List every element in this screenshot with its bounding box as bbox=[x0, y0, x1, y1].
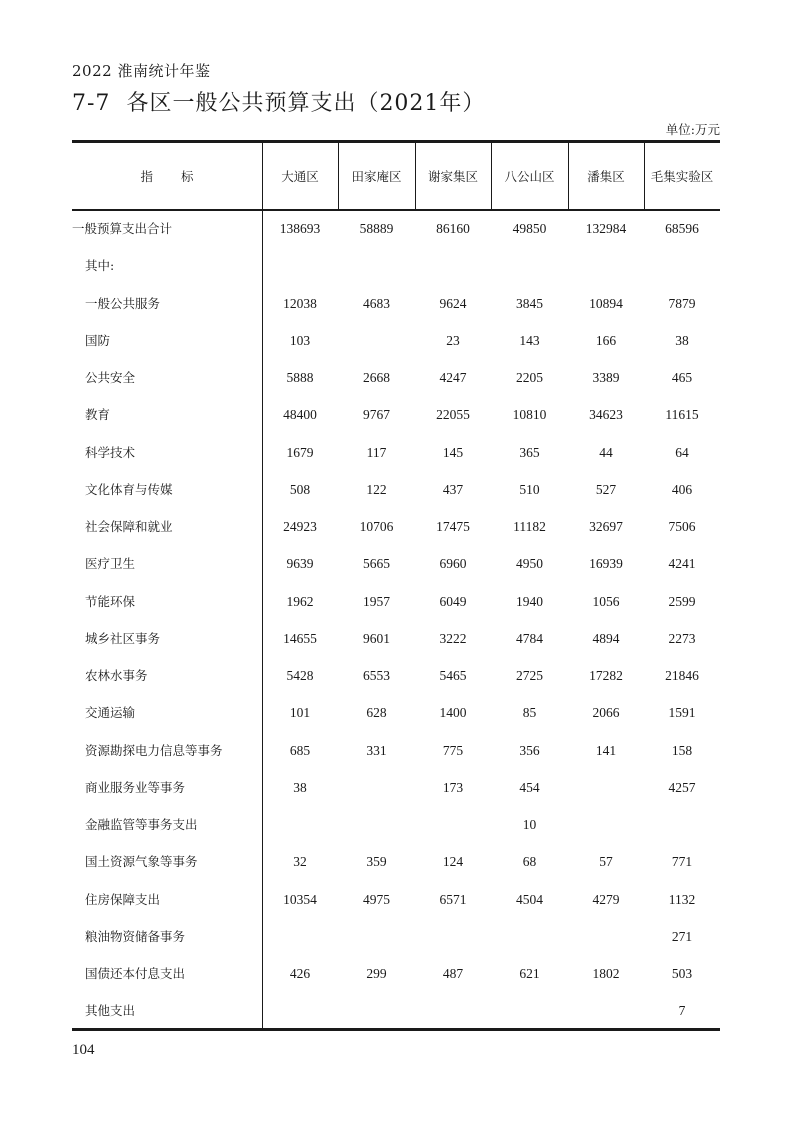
row-value: 437 bbox=[442, 481, 464, 497]
row-value: 10894 bbox=[589, 295, 623, 311]
row-value: 64 bbox=[675, 444, 689, 460]
page-number: 104 bbox=[72, 1042, 95, 1058]
table-row bbox=[72, 292, 720, 316]
row-value: 356 bbox=[519, 742, 540, 758]
row-value: 5465 bbox=[439, 668, 467, 684]
table-row bbox=[72, 478, 720, 502]
row-value: 17475 bbox=[436, 519, 470, 535]
row-value: 158 bbox=[671, 742, 693, 758]
table-row bbox=[72, 552, 720, 576]
row-value: 17282 bbox=[589, 668, 623, 684]
row-value: 38 bbox=[675, 332, 689, 348]
row-label: 交通运输 bbox=[85, 705, 136, 721]
table-row bbox=[72, 925, 720, 949]
header-column: 八公山区 bbox=[504, 169, 555, 184]
row-value: 1056 bbox=[592, 593, 620, 609]
row-label: 农林水事务 bbox=[85, 668, 148, 684]
row-label: 医疗卫生 bbox=[85, 556, 136, 572]
table-row bbox=[72, 254, 720, 278]
row-value: 503 bbox=[671, 966, 693, 982]
row-value: 10 bbox=[522, 817, 537, 833]
row-value: 4257 bbox=[668, 779, 696, 795]
row-value: 487 bbox=[442, 966, 464, 982]
row-value: 3389 bbox=[592, 370, 620, 386]
row-value: 4279 bbox=[592, 891, 620, 907]
row-label: 国债还本付息支出 bbox=[85, 966, 186, 982]
row-label: 文化体育与传媒 bbox=[85, 481, 173, 497]
table-row bbox=[72, 403, 720, 427]
row-value: 68596 bbox=[665, 221, 699, 236]
row-value: 7506 bbox=[668, 519, 696, 535]
table-row bbox=[72, 962, 720, 986]
table-row bbox=[72, 701, 720, 725]
row-value: 4975 bbox=[363, 891, 390, 907]
row-label: 其他支出 bbox=[85, 1003, 136, 1019]
row-value: 14655 bbox=[283, 630, 317, 646]
row-value: 32 bbox=[293, 854, 307, 870]
row-value: 23 bbox=[446, 332, 460, 348]
row-value: 628 bbox=[366, 705, 387, 721]
row-value: 117 bbox=[366, 444, 387, 460]
row-label: 公共安全 bbox=[85, 370, 136, 386]
row-value: 2066 bbox=[592, 705, 620, 721]
row-value: 3845 bbox=[516, 295, 543, 311]
row-value: 101 bbox=[289, 705, 311, 721]
row-value: 44 bbox=[599, 444, 613, 460]
row-label: 金融监管等事务支出 bbox=[85, 817, 198, 833]
row-value: 465 bbox=[671, 370, 693, 386]
row-value: 141 bbox=[595, 742, 617, 758]
row-value: 4504 bbox=[516, 891, 543, 907]
row-value: 775 bbox=[442, 742, 464, 758]
table-row bbox=[72, 329, 720, 353]
row-value: 7879 bbox=[668, 295, 696, 311]
row-value: 166 bbox=[595, 332, 617, 348]
row-label: 粮油物资储备事务 bbox=[85, 928, 186, 944]
row-value: 5428 bbox=[286, 668, 314, 684]
row-value: 143 bbox=[519, 332, 540, 348]
row-value: 4683 bbox=[363, 295, 390, 311]
table-row bbox=[72, 441, 720, 465]
header-indicator: 指 标 bbox=[140, 169, 206, 184]
row-value: 1132 bbox=[668, 891, 696, 907]
row-value: 103 bbox=[289, 332, 311, 348]
header-column-divider bbox=[338, 143, 339, 210]
row-value: 9639 bbox=[286, 556, 314, 572]
row-value: 1400 bbox=[439, 705, 467, 721]
row-label: 科学技术 bbox=[85, 444, 136, 460]
row-value: 145 bbox=[442, 444, 464, 460]
row-label: 教育 bbox=[85, 407, 111, 423]
table-row bbox=[72, 813, 720, 837]
row-value: 48400 bbox=[283, 407, 317, 423]
header-column-divider bbox=[415, 143, 416, 210]
row-value: 771 bbox=[671, 854, 693, 870]
table-row bbox=[72, 515, 720, 539]
table-title-line bbox=[72, 86, 485, 117]
row-value: 6049 bbox=[439, 593, 467, 609]
row-value: 9601 bbox=[363, 630, 390, 646]
row-label: 住房保障支出 bbox=[85, 891, 161, 907]
row-label: 其中: bbox=[85, 258, 115, 274]
yearbook-title: 2022 淮南统计年鉴 bbox=[72, 62, 211, 80]
header-column-divider bbox=[644, 143, 645, 210]
row-value: 10706 bbox=[359, 519, 394, 535]
row-value: 2205 bbox=[516, 370, 543, 386]
row-value: 124 bbox=[442, 854, 464, 870]
row-value: 86160 bbox=[436, 221, 470, 236]
header-column: 潘集区 bbox=[587, 169, 625, 184]
row-label: 资源勘探电力信息等事务 bbox=[85, 742, 223, 758]
row-value: 10810 bbox=[512, 407, 547, 423]
header-column: 田家庵区 bbox=[351, 169, 402, 184]
unit-label: 单位:万元 bbox=[665, 122, 720, 137]
row-label: 国土资源气象等事务 bbox=[85, 854, 198, 870]
row-value: 5888 bbox=[286, 370, 314, 386]
table-row bbox=[72, 627, 720, 651]
row-value: 38 bbox=[293, 779, 307, 795]
row-value: 49850 bbox=[512, 221, 547, 236]
table-row bbox=[72, 850, 720, 874]
row-value: 68 bbox=[522, 854, 537, 870]
row-value: 6553 bbox=[363, 668, 390, 684]
row-value: 4241 bbox=[668, 556, 696, 572]
row-value: 7 bbox=[678, 1003, 686, 1019]
row-value: 454 bbox=[519, 779, 540, 795]
header-column: 毛集实验区 bbox=[650, 169, 714, 184]
table-row bbox=[72, 776, 720, 800]
row-value: 331 bbox=[366, 742, 387, 758]
row-value: 16939 bbox=[589, 556, 623, 572]
row-value: 32697 bbox=[589, 519, 623, 535]
row-value: 2725 bbox=[516, 668, 543, 684]
row-label: 社会保障和就业 bbox=[85, 519, 173, 535]
row-value: 173 bbox=[442, 779, 464, 795]
row-value: 122 bbox=[366, 481, 387, 497]
row-value: 527 bbox=[595, 481, 617, 497]
row-value: 1957 bbox=[363, 593, 390, 609]
header-column: 大通区 bbox=[281, 169, 319, 184]
table-number: 7-7 bbox=[72, 91, 111, 116]
table-row bbox=[72, 590, 720, 614]
row-value: 1802 bbox=[592, 966, 620, 982]
row-value: 510 bbox=[519, 481, 540, 497]
row-value: 3222 bbox=[439, 630, 467, 646]
row-value: 299 bbox=[366, 966, 387, 982]
row-value: 4247 bbox=[439, 370, 467, 386]
row-value: 426 bbox=[289, 966, 311, 982]
header-column-divider bbox=[491, 143, 492, 210]
table-row bbox=[72, 217, 720, 241]
row-value: 1962 bbox=[286, 593, 314, 609]
row-value: 271 bbox=[671, 928, 693, 944]
row-value: 22055 bbox=[436, 407, 470, 423]
row-value: 12038 bbox=[283, 295, 317, 311]
row-value: 685 bbox=[289, 742, 311, 758]
row-value: 2599 bbox=[668, 593, 696, 609]
row-value: 365 bbox=[519, 444, 540, 460]
row-label: 城乡社区事务 bbox=[85, 630, 161, 646]
row-value: 57 bbox=[599, 854, 613, 870]
row-value: 4950 bbox=[516, 556, 543, 572]
row-value: 132984 bbox=[585, 221, 627, 236]
header-column: 谢家集区 bbox=[427, 169, 478, 184]
row-value: 4894 bbox=[592, 630, 620, 646]
row-value: 621 bbox=[519, 966, 540, 982]
row-value: 85 bbox=[522, 705, 537, 721]
row-value: 11615 bbox=[665, 407, 699, 423]
table-row bbox=[72, 664, 720, 688]
row-label: 一般公共服务 bbox=[85, 295, 161, 311]
row-label: 国防 bbox=[85, 332, 111, 348]
row-value: 58889 bbox=[359, 221, 394, 236]
row-value: 10354 bbox=[283, 891, 317, 907]
row-label: 一般预算支出合计 bbox=[72, 221, 173, 236]
row-label: 商业服务业等事务 bbox=[85, 779, 186, 795]
row-value: 406 bbox=[671, 481, 693, 497]
table-row bbox=[72, 888, 720, 912]
row-label: 节能环保 bbox=[85, 593, 136, 609]
table-row bbox=[72, 739, 720, 763]
row-value: 9767 bbox=[363, 407, 390, 423]
row-value: 6571 bbox=[439, 891, 467, 907]
row-value: 508 bbox=[289, 481, 311, 497]
row-value: 2273 bbox=[668, 630, 696, 646]
table-row bbox=[72, 999, 720, 1023]
row-value: 1679 bbox=[286, 444, 314, 460]
row-value: 6960 bbox=[439, 556, 467, 572]
row-value: 24923 bbox=[283, 519, 317, 535]
header-column-divider bbox=[262, 143, 263, 210]
row-value: 4784 bbox=[516, 630, 543, 646]
row-value: 5665 bbox=[363, 556, 390, 572]
table-row bbox=[72, 366, 720, 390]
row-value: 1591 bbox=[668, 705, 696, 721]
row-value: 359 bbox=[366, 854, 387, 870]
row-value: 9624 bbox=[439, 295, 467, 311]
row-value: 138693 bbox=[279, 221, 321, 236]
row-value: 34623 bbox=[589, 407, 623, 423]
row-value: 1940 bbox=[516, 593, 543, 609]
table-title: 各区一般公共预算支出（2021年） bbox=[126, 91, 486, 116]
row-value: 21846 bbox=[665, 668, 699, 684]
header-column-divider bbox=[568, 143, 569, 210]
header-bottom-rule bbox=[72, 209, 720, 211]
row-value: 11182 bbox=[513, 519, 546, 535]
table-bottom-rule bbox=[72, 1028, 720, 1031]
row-value: 2668 bbox=[363, 370, 390, 386]
